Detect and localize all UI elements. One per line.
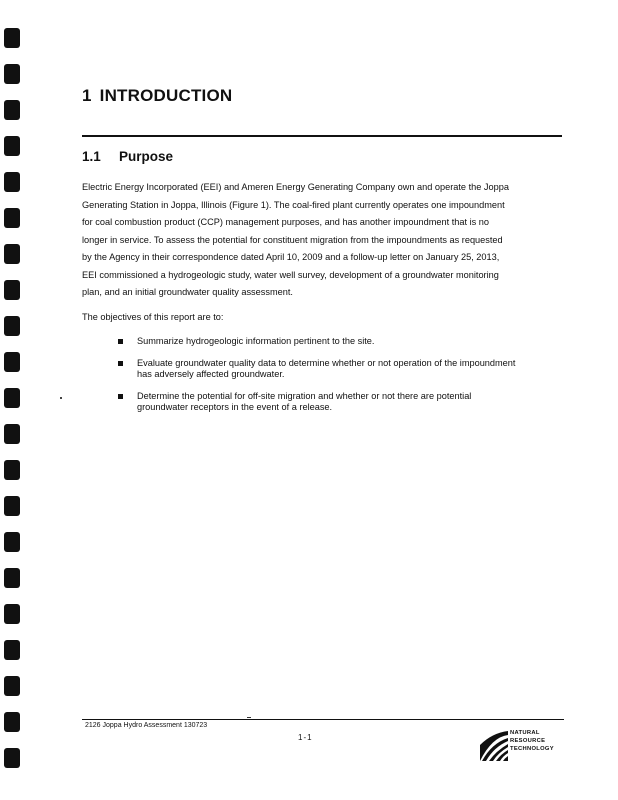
page-number: 1-1	[298, 733, 313, 742]
list-item-text: groundwater receptors in the event of a release.	[137, 402, 333, 412]
binder-hole	[4, 712, 20, 732]
list-item-text: Evaluate groundwater quality data to determine whether or not operation of the impoundment	[137, 358, 516, 368]
logo-line: NATURAL	[510, 730, 540, 736]
logo-mark-icon	[480, 729, 508, 761]
company-logo	[480, 727, 560, 767]
list-item-text: Determine the potential for off-site migration and whether or not there are potential	[137, 391, 472, 401]
binder-hole	[4, 388, 20, 408]
subsection-number: 1.1	[82, 149, 101, 164]
list-item-text: Summarize hydrogeologic information pertinent to the site.	[137, 336, 375, 346]
binder-hole	[4, 352, 20, 372]
paragraph-line: Generating Station in Joppa, Illinois (Figure 1). The coal-fired plant currently operates one impoundment	[82, 199, 505, 210]
paragraph-line: plan, and an initial groundwater quality assessment.	[82, 287, 293, 297]
binder-holes	[0, 0, 22, 800]
subsection-heading	[82, 149, 173, 164]
logo-wordmark	[510, 729, 554, 753]
square-bullet-icon	[118, 339, 123, 344]
footer-mark	[247, 717, 251, 718]
list-item	[82, 391, 564, 413]
binder-hole	[4, 748, 20, 768]
binder-hole	[4, 244, 20, 264]
section-title: INTRODUCTION	[99, 86, 233, 105]
binder-hole	[4, 424, 20, 444]
section-heading	[82, 86, 232, 106]
square-bullet-icon	[118, 394, 123, 399]
binder-hole	[4, 136, 20, 156]
paragraph-line: by the Agency in their correspondence dated April 10, 2009 and a follow-up letter on January 25, 2013,	[82, 252, 500, 262]
objectives-intro: The objectives of this report are to:	[82, 312, 224, 322]
logo-line: TECHNOLOGY	[510, 746, 554, 752]
list-item	[82, 358, 564, 380]
binder-hole	[4, 604, 20, 624]
list-item-text: has adversely affected groundwater.	[137, 369, 285, 379]
paragraph-line: for coal combustion product (CCP) management purposes, and has another impoundment that is no	[82, 217, 490, 227]
binder-hole	[4, 568, 20, 588]
subsection-title: Purpose	[119, 149, 174, 164]
binder-hole	[4, 172, 20, 192]
binder-hole	[4, 676, 20, 696]
logo-line: RESOURCE	[510, 738, 546, 744]
heading-rule	[82, 135, 562, 137]
list-item	[82, 336, 564, 347]
binder-hole	[4, 28, 20, 48]
footer-rule	[82, 719, 564, 720]
paragraph-line: longer in service. To assess the potential for constituent migration from the impoundments as requested	[82, 234, 503, 245]
binder-hole	[4, 64, 20, 84]
scan-speck	[60, 397, 62, 399]
binder-hole	[4, 532, 20, 552]
binder-hole	[4, 460, 20, 480]
binder-hole	[4, 208, 20, 228]
binder-hole	[4, 280, 20, 300]
binder-hole	[4, 496, 20, 516]
section-number: 1	[82, 86, 92, 105]
square-bullet-icon	[118, 361, 123, 366]
purpose-paragraph	[82, 179, 564, 302]
document-id: 2126 Joppa Hydro Assessment 130723	[85, 722, 208, 729]
objectives-list	[82, 336, 564, 424]
paragraph-line: Electric Energy Incorporated (EEI) and Ameren Energy Generating Company own and operate the Joppa	[82, 182, 509, 192]
paragraph-line: EEI commissioned a hydrogeologic study, water well survey, development of a groundwater monitoring	[82, 269, 499, 280]
binder-hole	[4, 640, 20, 660]
binder-hole	[4, 316, 20, 336]
binder-hole	[4, 100, 20, 120]
